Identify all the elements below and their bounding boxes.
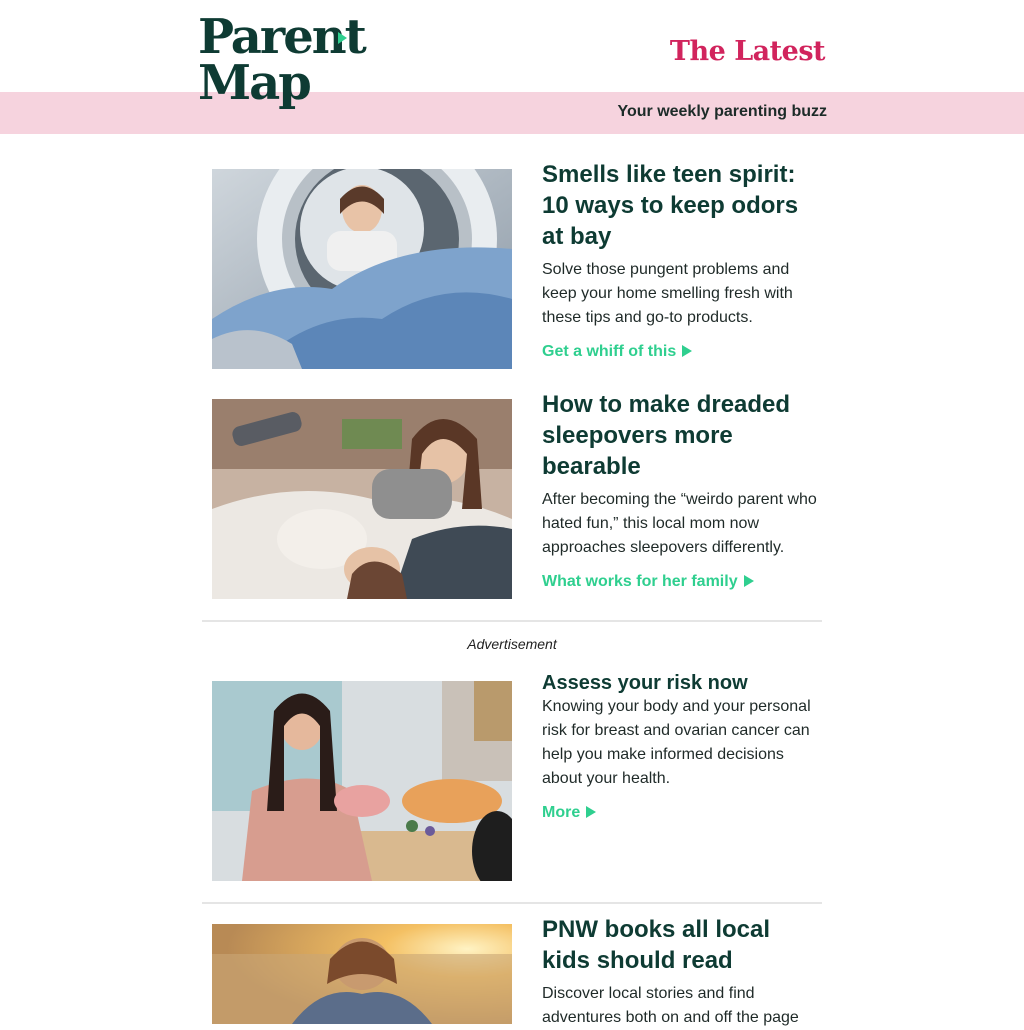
article-image-books[interactable]	[212, 924, 512, 1024]
article-text	[542, 159, 822, 364]
advertisement-label: Advertisement	[467, 636, 557, 652]
section-title: The Latest	[669, 36, 825, 67]
tagline-text: Your weekly parenting buzz	[617, 103, 827, 120]
article-image-sleepover[interactable]	[212, 399, 512, 599]
logo-line-1: Parent	[198, 9, 365, 65]
logo-play-triangle-icon	[338, 32, 347, 44]
article-title[interactable]: How to make dreaded sleepovers more bearable	[542, 391, 791, 480]
email-header	[0, 0, 1024, 92]
article-image-laundry[interactable]	[212, 169, 512, 369]
cta-label: More	[542, 804, 581, 821]
article-card	[212, 391, 822, 599]
section-divider	[202, 620, 822, 622]
article-title[interactable]: Smells like teen spirit: 10 ways to keep odors at bay	[542, 161, 799, 250]
article-card	[212, 161, 822, 369]
ad-image-consultation[interactable]	[212, 681, 512, 881]
arrow-right-icon	[682, 345, 692, 357]
tagline-banner	[0, 92, 1024, 134]
cta-label: Get a whiff of this	[542, 343, 677, 360]
article-description: Discover local stories and find adventures both on and off the page	[542, 985, 799, 1026]
arrow-right-icon	[586, 806, 596, 818]
article-description: After becoming the “weirdo parent who hated fun,” this local mom now approaches sleepovers differently.	[542, 491, 817, 556]
article-title[interactable]: PNW books all local kids should read	[542, 916, 771, 974]
logo-line-2: Map	[198, 55, 310, 111]
article-text	[542, 914, 822, 1030]
ad-description: Knowing your body and your personal risk for breast and ovarian cancer can help you make informed decisions about your health.	[542, 698, 811, 787]
article-text	[542, 389, 822, 594]
article-cta-link[interactable]	[542, 570, 754, 594]
article-cta-link[interactable]	[542, 340, 692, 364]
ad-text	[542, 671, 822, 825]
ad-cta-link[interactable]	[542, 801, 596, 825]
arrow-right-icon	[744, 575, 754, 587]
cta-label: What works for her family	[542, 573, 738, 590]
article-description: Solve those pungent problems and keep your home smelling fresh with these tips and go-to products.	[542, 261, 793, 326]
section-divider	[202, 902, 822, 904]
parentmap-logo[interactable]	[198, 9, 365, 120]
ad-title[interactable]: Assess your risk now	[542, 672, 748, 694]
article-card	[212, 916, 822, 1026]
ad-card	[212, 672, 822, 881]
